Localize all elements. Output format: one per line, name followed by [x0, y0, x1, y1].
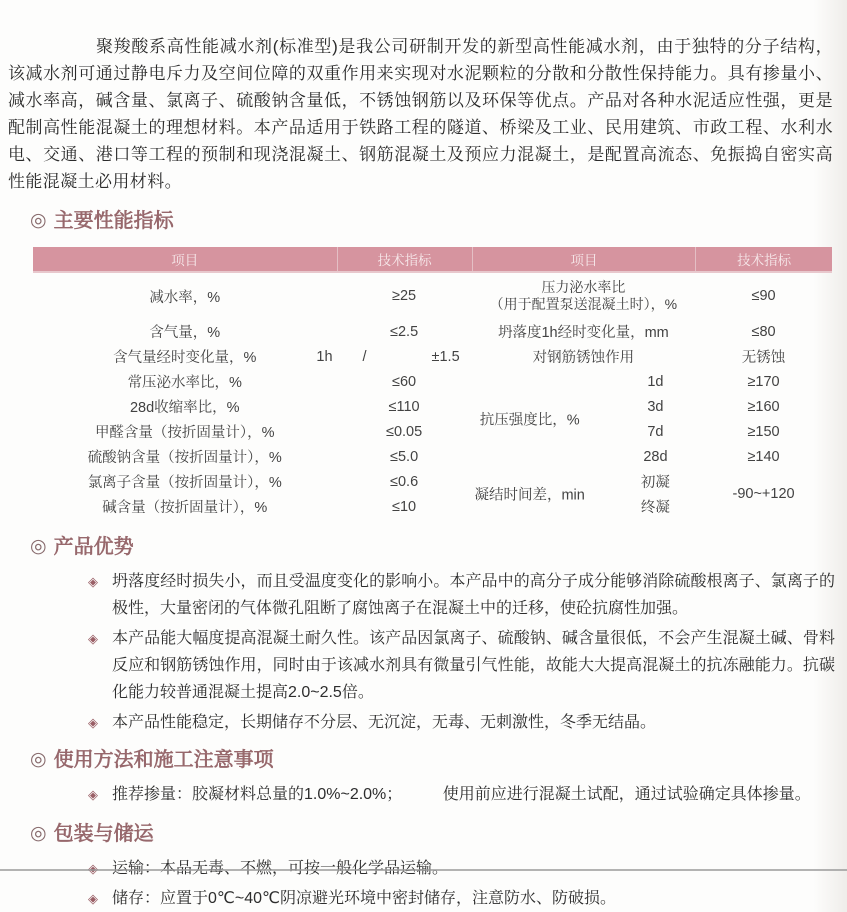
table-left-half: [33, 273, 472, 519]
list-item: [88, 709, 835, 736]
row-label: 减水率，%: [149, 289, 221, 306]
row-value: ≤2.5: [390, 323, 419, 340]
trial-mix-note: 使用前应进行混凝土试配，通过试验确定具体掺量。: [442, 786, 811, 803]
row-value: ≤90: [751, 288, 776, 304]
table-row-air-content-change: [33, 344, 472, 369]
advantages-section-title: 产品优势: [53, 536, 134, 558]
row-value: ≤110: [388, 398, 420, 415]
table-row: [33, 273, 472, 319]
packing-section-title: 包装与储运: [53, 823, 154, 845]
list-item: [88, 568, 835, 622]
scan-edge-line: [0, 869, 847, 871]
table-row: [33, 319, 472, 344]
row-value: ≤80: [751, 323, 776, 340]
row-label: [472, 279, 695, 313]
row-label-text: 含气量经时变化量，%: [113, 350, 257, 366]
final-setting-label: 终凝: [640, 500, 670, 516]
performance-section-heading: [30, 208, 835, 234]
list-item-text: 本产品能大幅度提高混凝土耐久性。该产品因氯离子、硫酸钠、碱含量很低，不会产生混凝土碱、骨料反应和钢筋锈蚀作用，同时由于该减水剂具有微量引气性能，故能大大提高混凝土的抗冻融能力。抗碳化能力较普通混凝土提高2.0~2.5倍。: [112, 630, 835, 701]
list-item-text: [112, 781, 835, 808]
packing-list: [88, 855, 835, 912]
row-value: ≤0.05: [385, 423, 423, 440]
table-right-half: [472, 273, 832, 519]
row-value: ≥170: [747, 373, 780, 390]
table-row: [472, 444, 832, 469]
row-label: 常压泌水率比，%: [127, 375, 242, 391]
advantages-list: [88, 568, 835, 736]
header-cell-spec-right: 技术指标: [695, 247, 832, 271]
setting-time-difference-group: [472, 469, 832, 519]
row-value: ≤10: [392, 498, 417, 515]
diamond-bullet-icon: ◈: [88, 715, 98, 730]
table-row: [33, 444, 472, 469]
row-value: ≤60: [392, 373, 417, 390]
initial-setting-label: 初凝: [640, 475, 670, 491]
header-cell-item-left: 项目: [171, 253, 199, 268]
row-value: ≥25: [392, 288, 417, 304]
header-cell-item-right: 项目: [472, 247, 696, 271]
row-label: [33, 346, 337, 367]
group-label: 抗压强度比，%: [479, 412, 580, 429]
row-label: 坍落度1h经时变化量，mm: [497, 325, 669, 341]
row-label: 硫酸钠含量（按折固量计），%: [87, 450, 282, 466]
header-cell-spec-left: 技术指标: [337, 247, 472, 271]
intro-paragraph: 聚羧酸系高性能减水剂(标准型)是我公司研制开发的新型高性能减水剂，由于独特的分子结构，该减水剂可通过静电斥力及空间位障的双重作用来实现对水泥颗粒的分散和分散性保持能力。具有掺量小、减水率高，碱含量、氯离子、硫酸钠含量低，不锈蚀钢筋以及环保等优点。产品对各种水泥适应性强，更是配制高性能混凝土的理想材料。本产品适用于铁路工程的隧道、桥梁及工业、民用建筑、市政工程、水利水电、交通、港口等工程的预制和现浇混凝土、钢筋混凝土及预应力混凝土，是配置高流态、免振捣自密实高性能混凝土必用材料。: [8, 37, 833, 191]
storage-text: 储存：应置于0℃~40℃阴凉避光环境中密封储存，注意防水、防破损。: [112, 890, 616, 907]
compressive-strength-ratio-group: [472, 369, 832, 469]
row-value: [337, 349, 472, 365]
usage-section-heading: [30, 747, 835, 773]
usage-list: [88, 781, 835, 808]
age-label: 1d: [647, 373, 664, 390]
row-value: ≥160: [747, 398, 780, 415]
table-row: [33, 494, 472, 519]
diamond-bullet-icon: ◈: [88, 891, 98, 906]
age-label: 3d: [647, 398, 664, 415]
row-value-number: ±1.5: [431, 348, 460, 365]
table-row: [33, 469, 472, 494]
age-label: 7d: [647, 423, 664, 440]
section-marker-icon: ◎: [30, 210, 47, 231]
table-row: [472, 344, 832, 369]
diamond-bullet-icon: ◈: [88, 631, 98, 646]
table-row: [472, 319, 832, 344]
advantages-section-heading: [30, 534, 835, 560]
row-value-slash: /: [362, 348, 367, 365]
list-item: [88, 885, 835, 912]
list-item-text: 坍落度经时损失小，而且受温度变化的影响小。本产品中的高分子成分能够消除硫酸根离子、氯离子的极性，大量密闭的气体微孔阻断了腐蚀离子在混凝土中的迁移，使砼抗腐性加强。: [112, 573, 835, 617]
usage-section-title: 使用方法和施工注意事项: [53, 749, 274, 771]
diamond-bullet-icon: ◈: [88, 574, 98, 589]
age-label: 28d: [643, 448, 668, 465]
row-label-line1: 压力泌水率比: [541, 279, 626, 295]
row-value: 无锈蚀: [741, 350, 786, 366]
row-label: 甲醛含量（按折固量计），%: [94, 425, 275, 441]
row-value: ≥140: [747, 448, 780, 465]
table-row: [33, 394, 472, 419]
diamond-bullet-icon: ◈: [88, 787, 98, 802]
performance-table: [33, 247, 832, 519]
row-label-line2: （用于配置泵送混凝土时），%: [489, 296, 678, 312]
performance-section-title: 主要性能指标: [53, 210, 174, 232]
table-row: [33, 369, 472, 394]
row-value: ≤0.6: [390, 473, 419, 490]
section-marker-icon: ◎: [30, 823, 47, 844]
row-value: ≥150: [747, 423, 780, 440]
table-row-pressure-bleeding: [472, 273, 832, 319]
group-value: -90~+120: [732, 486, 795, 502]
section-marker-icon: ◎: [30, 536, 47, 557]
row-label: 对钢筋锈蚀作用: [532, 350, 635, 366]
row-label: 碱含量（按折固量计），%: [102, 500, 268, 516]
list-item-text: 本产品性能稳定，长期储存不分层、无沉淀，无毒、无刺激性，冬季无结晶。: [112, 714, 657, 731]
row-sublabel-1h: 1h: [316, 348, 333, 365]
row-label: 28d收缩率比，%: [129, 400, 240, 416]
group-label: 凝结时间差，min: [474, 487, 585, 504]
packing-section-heading: [30, 821, 835, 847]
table-row: [33, 419, 472, 444]
list-item: [88, 781, 835, 808]
performance-table-header: [33, 247, 832, 273]
row-value: ≤5.0: [390, 448, 419, 465]
row-label: 氯离子含量（按折固量计），%: [87, 475, 282, 491]
dosage-text: 推荐掺量：胶凝材料总量的1.0%~2.0%；: [112, 786, 403, 803]
list-item: [88, 625, 835, 706]
row-label: 含气量，%: [149, 325, 221, 341]
table-row: [472, 369, 832, 394]
section-marker-icon: ◎: [30, 749, 47, 770]
